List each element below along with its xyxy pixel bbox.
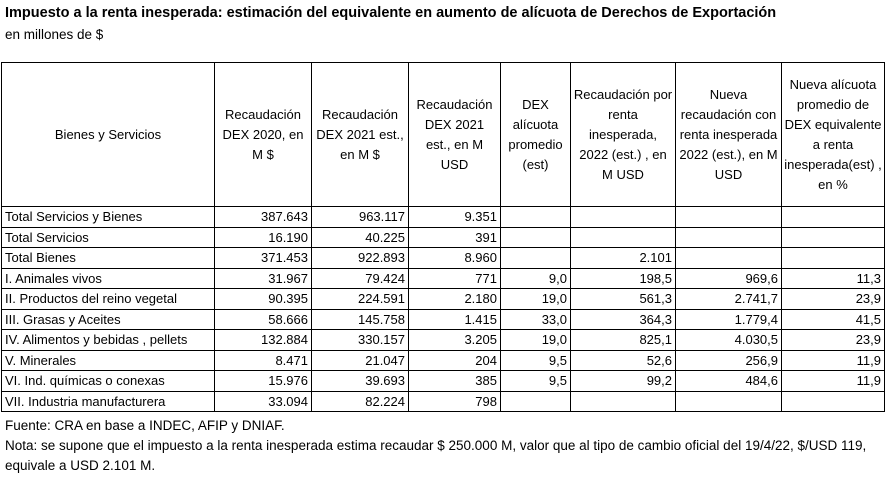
value-cell	[676, 207, 782, 228]
value-cell: 82.224	[312, 391, 409, 412]
value-cell	[782, 248, 885, 269]
value-cell: 204	[409, 350, 501, 371]
value-cell	[782, 227, 885, 248]
data-table	[1, 62, 885, 412]
value-cell: 9,5	[501, 350, 571, 371]
row-label-cell: V. Minerales	[2, 350, 215, 371]
table-row	[2, 371, 885, 392]
table-row	[2, 391, 885, 412]
value-cell	[501, 207, 571, 228]
value-cell: 79.424	[312, 268, 409, 289]
value-cell	[571, 207, 676, 228]
value-cell: 3.205	[409, 330, 501, 351]
header-dex-2020: Recaudación DEX 2020, en M $	[215, 63, 312, 207]
row-label-cell: III. Grasas y Aceites	[2, 309, 215, 330]
value-cell: 2.180	[409, 289, 501, 310]
value-cell: 21.047	[312, 350, 409, 371]
value-cell: 41,5	[782, 309, 885, 330]
value-cell: 11,3	[782, 268, 885, 289]
value-cell: 9.351	[409, 207, 501, 228]
footer-source: Fuente: CRA en base a INDEC, AFIP y DNIAF.	[5, 418, 285, 433]
value-cell	[676, 227, 782, 248]
value-cell: 387.643	[215, 207, 312, 228]
header-dex-alicuota: DEX alícuota promedio (est)	[501, 63, 571, 207]
value-cell: 198,5	[571, 268, 676, 289]
value-cell: 798	[409, 391, 501, 412]
table-title: Impuesto a la renta inesperada: estimación del equivalente en aumento de alícuota de Derechos de Exportación	[5, 5, 777, 21]
table-row	[2, 248, 885, 269]
header-nueva-recaudacion: Nueva recaudación con renta inesperada 2022 (est.), en M USD	[676, 63, 782, 207]
value-cell	[782, 207, 885, 228]
table-subtitle: en millones de $	[5, 27, 104, 42]
table-row	[2, 227, 885, 248]
value-cell: 8.960	[409, 248, 501, 269]
row-label-cell: Total Bienes	[2, 248, 215, 269]
value-cell: 330.157	[312, 330, 409, 351]
value-cell	[501, 391, 571, 412]
table-row	[2, 350, 885, 371]
row-label-cell: Total Servicios y Bienes	[2, 207, 215, 228]
value-cell: 132.884	[215, 330, 312, 351]
row-label-cell: VII. Industria manufacturera	[2, 391, 215, 412]
value-cell: 31.967	[215, 268, 312, 289]
value-cell: 963.117	[312, 207, 409, 228]
value-cell: 23,9	[782, 289, 885, 310]
header-dex-2021-usd: Recaudación DEX 2021 est., en M USD	[409, 63, 501, 207]
value-cell: 8.471	[215, 350, 312, 371]
value-cell	[501, 248, 571, 269]
value-cell: 1.779,4	[676, 309, 782, 330]
header-bienes-servicios: Bienes y Servicios	[2, 63, 215, 207]
footer-note: Nota: se supone que el impuesto a la renta inesperada estima recaudar $ 250.000 M, valor que al tipo de cambio oficial del 19/4/22, $/USD 119, equivale a USD 2.101 M.	[5, 438, 867, 473]
value-cell	[571, 227, 676, 248]
value-cell: 969,6	[676, 268, 782, 289]
value-cell: 19,0	[501, 330, 571, 351]
value-cell: 9,0	[501, 268, 571, 289]
value-cell: 256,9	[676, 350, 782, 371]
value-cell: 561,3	[571, 289, 676, 310]
value-cell: 33.094	[215, 391, 312, 412]
value-cell: 11,9	[782, 350, 885, 371]
value-cell: 484,6	[676, 371, 782, 392]
value-cell: 16.190	[215, 227, 312, 248]
value-cell: 9,5	[501, 371, 571, 392]
row-label-cell: IV. Alimentos y bebidas , pellets	[2, 330, 215, 351]
value-cell: 771	[409, 268, 501, 289]
table-row	[2, 309, 885, 330]
value-cell	[676, 391, 782, 412]
table-row	[2, 330, 885, 351]
value-cell	[676, 248, 782, 269]
value-cell: 15.976	[215, 371, 312, 392]
header-nueva-alicuota: Nueva alícuota promedio de DEX equivalente a renta inesperada(est) , en %	[782, 63, 885, 207]
value-cell: 23,9	[782, 330, 885, 351]
value-cell	[501, 227, 571, 248]
value-cell: 385	[409, 371, 501, 392]
value-cell: 19,0	[501, 289, 571, 310]
value-cell: 922.893	[312, 248, 409, 269]
header-dex-2021-ars: Recaudación DEX 2021 est., en M $	[312, 63, 409, 207]
value-cell: 364,3	[571, 309, 676, 330]
value-cell: 39.693	[312, 371, 409, 392]
value-cell	[571, 391, 676, 412]
value-cell: 371.453	[215, 248, 312, 269]
table-row	[2, 289, 885, 310]
table-body	[2, 207, 885, 412]
value-cell: 2.741,7	[676, 289, 782, 310]
value-cell: 4.030,5	[676, 330, 782, 351]
value-cell: 145.758	[312, 309, 409, 330]
row-label-cell: Total Servicios	[2, 227, 215, 248]
value-cell: 825,1	[571, 330, 676, 351]
value-cell: 90.395	[215, 289, 312, 310]
table-row	[2, 268, 885, 289]
value-cell: 391	[409, 227, 501, 248]
row-label-cell: VI. Ind. químicas o conexas	[2, 371, 215, 392]
header-recaudacion-renta: Recaudación por renta inesperada, 2022 (est.) , en M USD	[571, 63, 676, 207]
value-cell: 52,6	[571, 350, 676, 371]
value-cell: 40.225	[312, 227, 409, 248]
value-cell: 33,0	[501, 309, 571, 330]
row-label-cell: II. Productos del reino vegetal	[2, 289, 215, 310]
header-row	[2, 63, 885, 207]
value-cell: 58.666	[215, 309, 312, 330]
value-cell: 99,2	[571, 371, 676, 392]
value-cell: 1.415	[409, 309, 501, 330]
value-cell: 2.101	[571, 248, 676, 269]
table-row	[2, 207, 885, 228]
value-cell: 224.591	[312, 289, 409, 310]
value-cell: 11,9	[782, 371, 885, 392]
row-label-cell: I. Animales vivos	[2, 268, 215, 289]
value-cell	[782, 391, 885, 412]
